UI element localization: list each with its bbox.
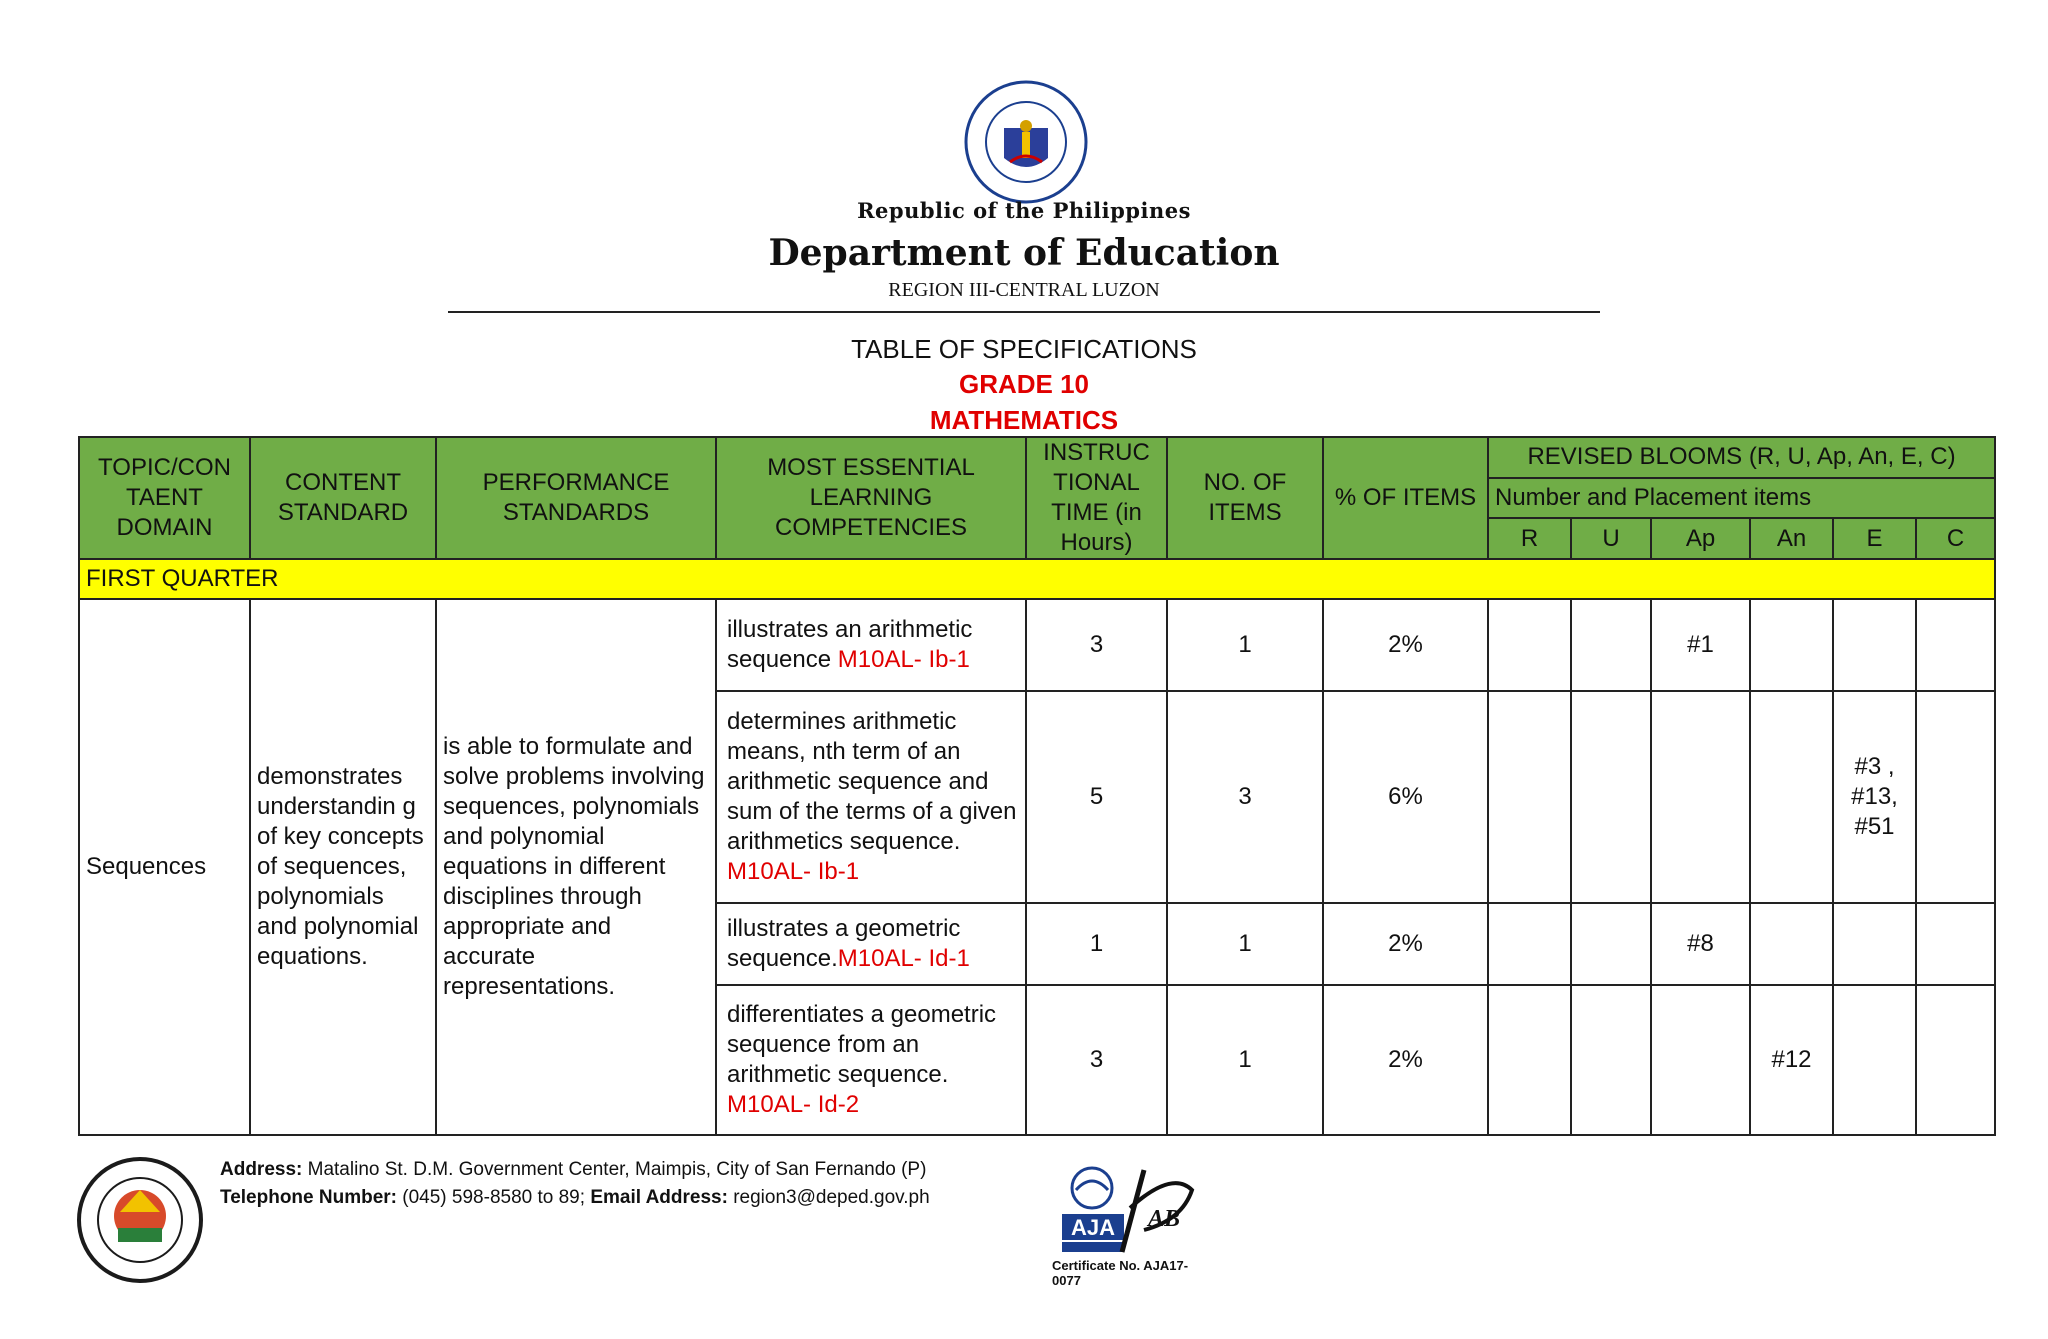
e-cell: #3 , #13, #51 (1833, 691, 1916, 903)
u-cell (1571, 985, 1651, 1135)
region-seal-icon (76, 1156, 204, 1284)
level-e-header: E (1833, 518, 1916, 559)
items-cell: 3 (1167, 691, 1323, 903)
jab-logo-text: AB (1147, 1206, 1181, 1232)
footer-address-block (220, 1156, 930, 1212)
header-row (79, 437, 1995, 478)
c-cell (1916, 599, 1995, 691)
percent-cell: 2% (1323, 985, 1488, 1135)
content-standard-header: CONTENT STANDARD (250, 437, 436, 559)
percent-cell: 6% (1323, 691, 1488, 903)
competency-text: differentiates a geometric sequence from an arithmetic sequence. (727, 1001, 997, 1088)
e-cell (1833, 903, 1916, 985)
items-cell: 1 (1167, 599, 1323, 691)
header-divider (448, 311, 1600, 313)
c-cell (1916, 903, 1995, 985)
time-cell: 3 (1026, 985, 1167, 1135)
percent-cell: 2% (1323, 903, 1488, 985)
deped-seal-icon (964, 80, 1088, 204)
region-heading: REGION III-CENTRAL LUZON (888, 279, 1160, 301)
percent-items-header: % OF ITEMS (1323, 437, 1488, 559)
level-an-header: An (1750, 518, 1833, 559)
competency-code: M10AL- Id-1 (837, 945, 970, 972)
an-cell: #12 (1750, 985, 1833, 1135)
ap-cell: #1 (1651, 599, 1750, 691)
number-of-items-header: NO. OF ITEMS (1167, 437, 1323, 559)
table-row (79, 599, 1995, 691)
specifications-table (78, 436, 1996, 1136)
aja-logo-text: AJA (1070, 1215, 1116, 1240)
topic-header: TOPIC/CON TAENT DOMAIN (79, 437, 250, 559)
e-cell (1833, 599, 1916, 691)
u-cell (1571, 599, 1651, 691)
phone-label: Telephone Number: (220, 1187, 397, 1208)
r-cell (1488, 903, 1571, 985)
time-cell: 5 (1026, 691, 1167, 903)
email-label: Email Address: (590, 1187, 728, 1208)
placement-header: Number and Placement items (1488, 478, 1995, 519)
grade-label: GRADE 10 (958, 369, 1090, 399)
r-cell (1488, 599, 1571, 691)
address-label: Address: (220, 1159, 303, 1180)
competency-code: M10AL- Id-2 (727, 1091, 860, 1118)
items-cell: 1 (1167, 985, 1323, 1135)
ap-cell: #8 (1651, 903, 1750, 985)
quarter-row (79, 559, 1995, 599)
level-u-header: U (1571, 518, 1651, 559)
revised-blooms-header: REVISED BLOOMS (R, U, Ap, An, E, C) (1488, 437, 1995, 478)
level-r-header: R (1488, 518, 1571, 559)
competency-cell (716, 599, 1026, 691)
competency-text: illustrates a geometric sequence. (727, 915, 961, 972)
u-cell (1571, 691, 1651, 903)
time-cell: 3 (1026, 599, 1167, 691)
items-cell: 1 (1167, 903, 1323, 985)
ap-cell (1651, 691, 1750, 903)
email-text: region3@deped.gov.ph (727, 1187, 930, 1208)
phone-text: (045) 598-8580 to 89; (397, 1187, 591, 1208)
competency-cell (716, 985, 1026, 1135)
level-c-header: C (1916, 518, 1995, 559)
address-line (220, 1156, 930, 1184)
competency-text: illustrates an arithmetic sequence (727, 616, 973, 673)
competency-cell (716, 903, 1026, 985)
an-cell (1750, 691, 1833, 903)
r-cell (1488, 691, 1571, 903)
e-cell (1833, 985, 1916, 1135)
certificate-number: Certificate No. AJA17-0077 (1052, 1258, 1189, 1288)
instructional-time-header: INSTRUC TIONAL TIME (in Hours) (1026, 437, 1167, 559)
republic-heading: Republic of the Philippines (857, 198, 1191, 223)
address-text: Matalino St. D.M. Government Center, Maimpis, City of San Fernando (P) (302, 1159, 927, 1180)
department-heading: Department of Education (768, 232, 1280, 274)
u-cell (1571, 903, 1651, 985)
competency-cell (716, 691, 1026, 903)
performance-standard-cell: is able to formulate and solve problems involving sequences, polynomials and polynomial equations in different disciplines through appropriate and accurate representations. (436, 599, 716, 1135)
an-cell (1750, 903, 1833, 985)
competencies-header: MOST ESSENTIAL LEARNING COMPETENCIES (716, 437, 1026, 559)
time-cell: 1 (1026, 903, 1167, 985)
c-cell (1916, 691, 1995, 903)
competency-text: determines arithmetic means, nth term of an arithmetic sequence and sum of the terms of a given arithmetics sequence. (727, 708, 1017, 855)
contact-line (220, 1184, 930, 1212)
an-cell (1750, 599, 1833, 691)
competency-code: M10AL- Ib-1 (727, 858, 860, 885)
document-title: TABLE OF SPECIFICATIONS (851, 334, 1197, 364)
percent-cell: 2% (1323, 599, 1488, 691)
subject-label: MATHEMATICS (929, 405, 1119, 435)
level-ap-header: Ap (1651, 518, 1750, 559)
performance-standards-header: PERFORMANCE STANDARDS (436, 437, 716, 559)
ap-cell (1651, 985, 1750, 1135)
quarter-label: FIRST QUARTER (79, 559, 1995, 599)
competency-code: M10AL- Ib-1 (837, 646, 970, 673)
content-standard-cell: demonstrates understandin g of key concepts of sequences, polynomials and polynomial equations. (250, 599, 436, 1135)
topic-cell: Sequences (79, 599, 250, 1135)
r-cell (1488, 985, 1571, 1135)
c-cell (1916, 985, 1995, 1135)
